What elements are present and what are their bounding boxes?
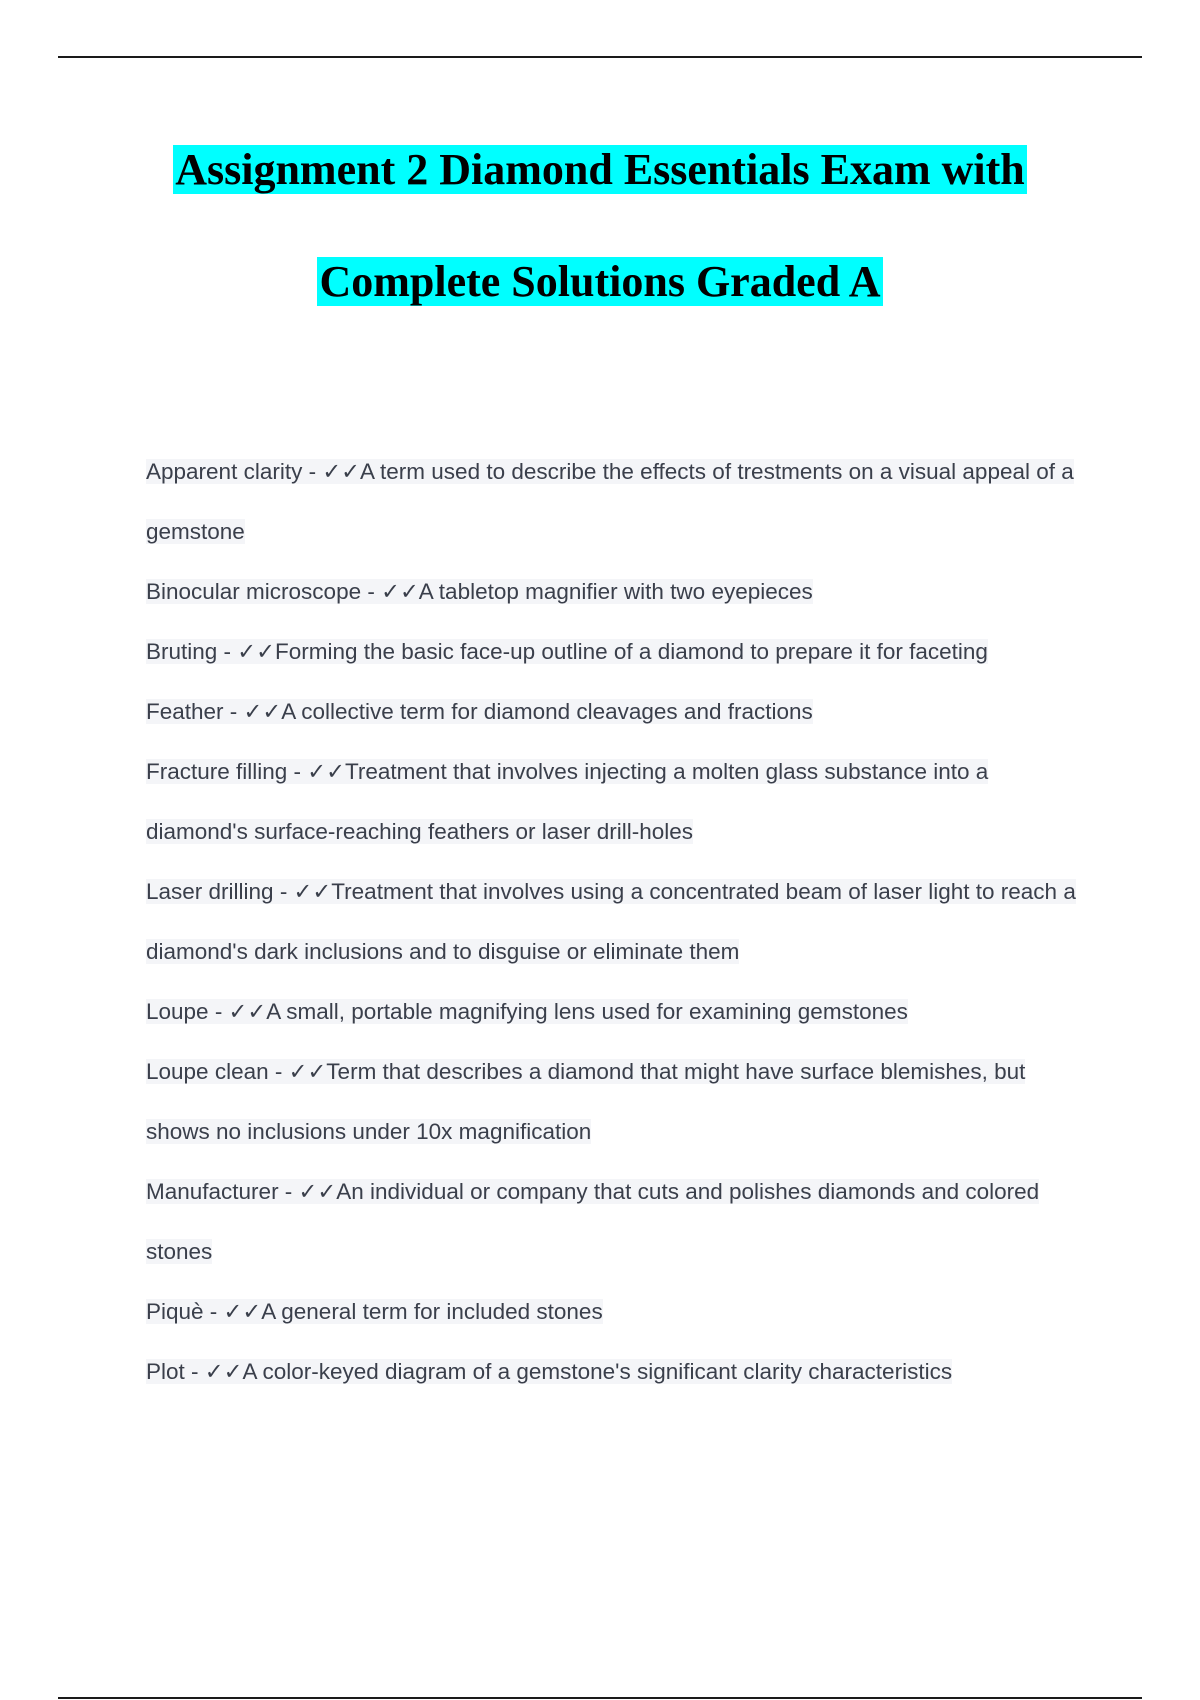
term-entry-manufacturer bbox=[146, 1162, 1076, 1282]
term-entry-text: Bruting - ✓✓Forming the basic face-up outline of a diamond to prepare it for faceting bbox=[146, 639, 988, 664]
term-list bbox=[146, 442, 1076, 1402]
term-entry-text: Feather - ✓✓A collective term for diamond cleavages and fractions bbox=[146, 699, 813, 724]
term-entry-text: Loupe - ✓✓A small, portable magnifying lens used for examining gemstones bbox=[146, 999, 908, 1024]
term-entry-fracture-filling bbox=[146, 742, 1076, 862]
term-entry-loupe bbox=[146, 982, 1076, 1042]
document-title bbox=[0, 140, 1200, 364]
term-entry-text: Plot - ✓✓A color-keyed diagram of a gemstone's significant clarity characteristics bbox=[146, 1359, 953, 1384]
term-entry-text: Fracture filling - ✓✓Treatment that involves injecting a molten glass substance into a diamond's surface-reaching feathers or laser drill-holes bbox=[146, 759, 989, 844]
term-entry-text: Piquè - ✓✓A general term for included stones bbox=[146, 1299, 603, 1324]
term-entry-loupe-clean bbox=[146, 1042, 1076, 1162]
term-entry-pique bbox=[146, 1282, 1076, 1342]
term-entry-apparent-clarity bbox=[146, 442, 1076, 562]
term-entry-binocular-microscope bbox=[146, 562, 1076, 622]
term-entry-plot bbox=[146, 1342, 1076, 1402]
footer-rule bbox=[58, 1697, 1142, 1699]
title-line-1 bbox=[0, 140, 1200, 252]
term-entry-text: Loupe clean - ✓✓Term that describes a diamond that might have surface blemishes, but shows no inclusions under 10x magnification bbox=[146, 1059, 1026, 1144]
term-entry-feather bbox=[146, 682, 1076, 742]
term-entry-text: Apparent clarity - ✓✓A term used to describe the effects of trestments on a visual appeal of a gemstone bbox=[146, 459, 1074, 544]
title-line-2-text: Complete Solutions Graded A bbox=[319, 257, 881, 306]
term-entry-laser-drilling bbox=[146, 862, 1076, 982]
title-line-1-text: Assignment 2 Diamond Essentials Exam with bbox=[175, 145, 1025, 194]
term-entry-text: Manufacturer - ✓✓An individual or company that cuts and polishes diamonds and colored stones bbox=[146, 1179, 1040, 1264]
title-line-2 bbox=[0, 252, 1200, 364]
term-entry-text: Laser drilling - ✓✓Treatment that involves using a concentrated beam of laser light to reach a diamond's dark inclusions and to disguise or eliminate them bbox=[146, 879, 1076, 964]
term-entry-bruting bbox=[146, 622, 1076, 682]
header-rule bbox=[58, 56, 1142, 58]
term-entry-text: Binocular microscope - ✓✓A tabletop magnifier with two eyepieces bbox=[146, 579, 813, 604]
